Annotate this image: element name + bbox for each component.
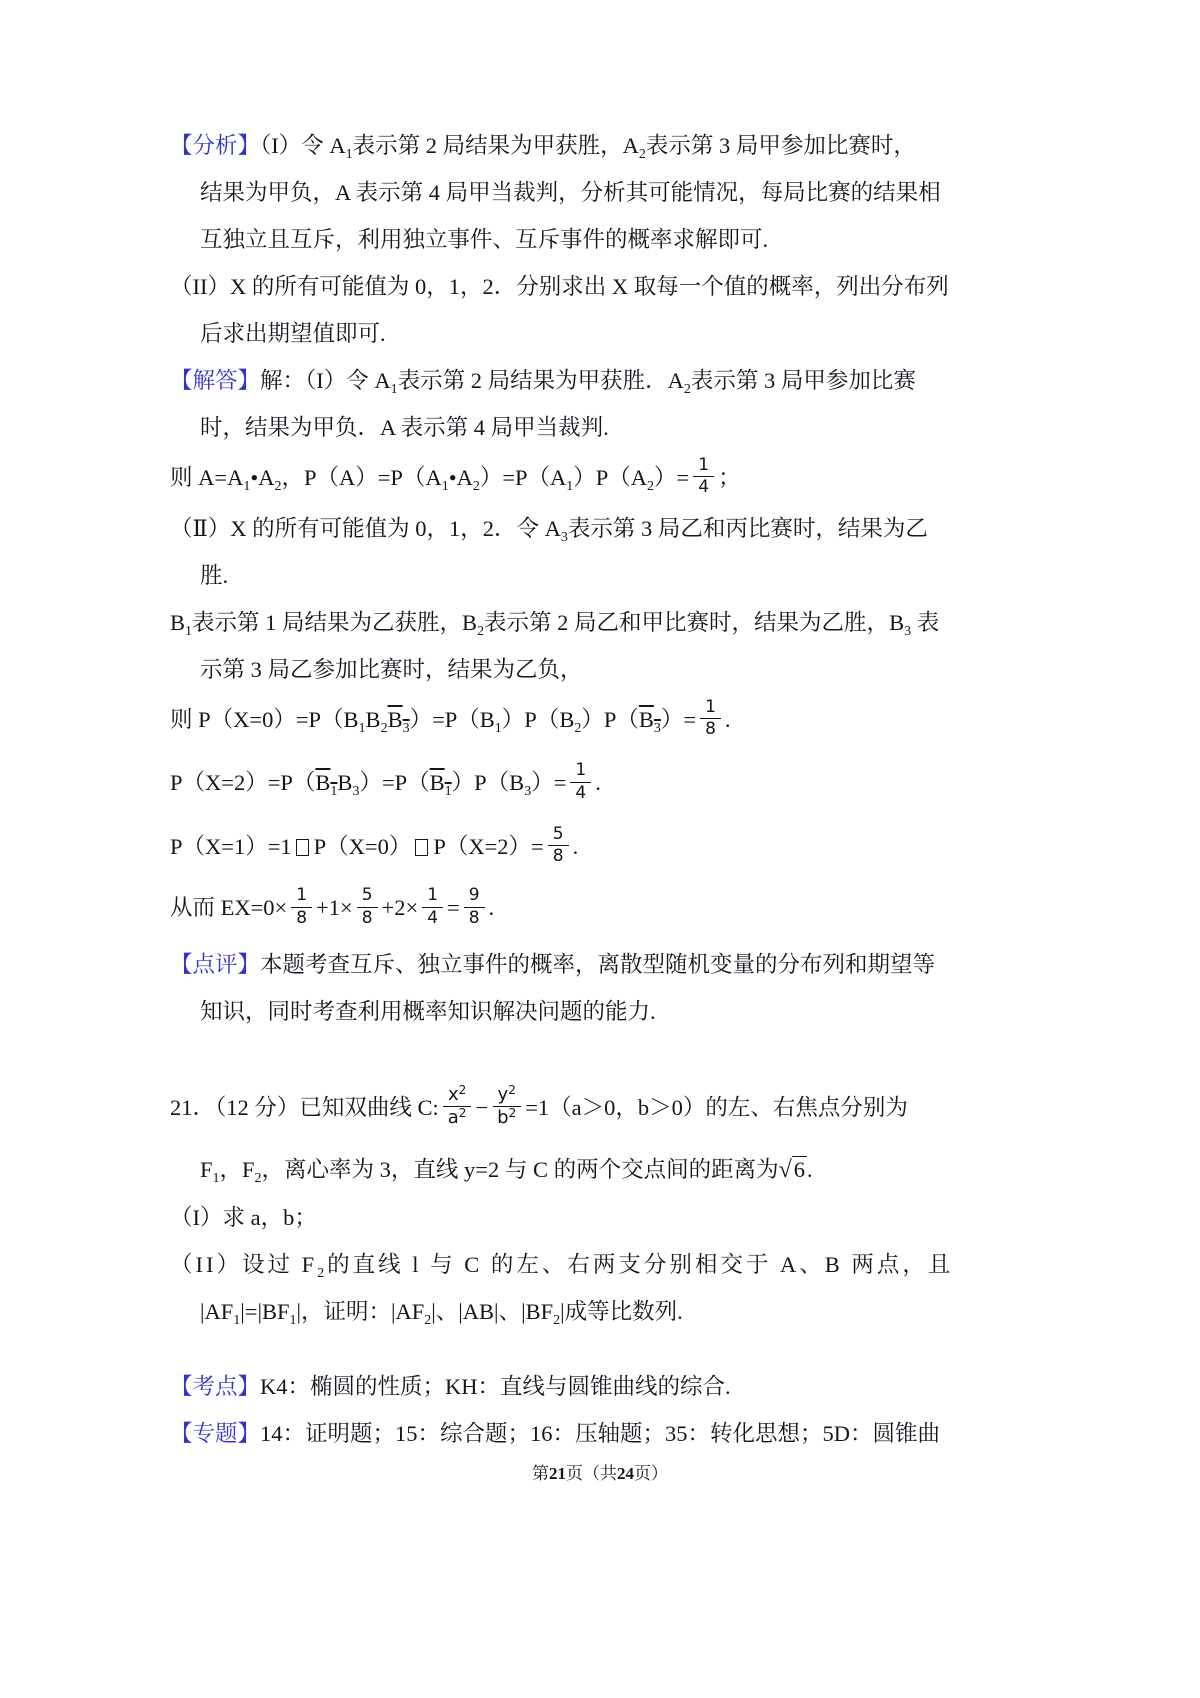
line-solution-5 xyxy=(170,599,1080,646)
text-run: ）P（ xyxy=(581,706,639,732)
overline-var xyxy=(315,770,338,800)
var-base: AF xyxy=(204,1298,234,1324)
math-var xyxy=(525,1298,561,1328)
text-run: . xyxy=(807,1156,813,1182)
line-formula-X1 xyxy=(170,820,1080,874)
var-subscript: 1 xyxy=(444,784,452,800)
var-subscript: 2 xyxy=(424,1312,432,1328)
line-problem21-2 xyxy=(200,1146,1080,1194)
math-var xyxy=(258,465,282,494)
text-run: ）P（ xyxy=(451,770,510,796)
math-var xyxy=(559,706,582,736)
text-run: （I）求 a，b； xyxy=(170,1204,317,1230)
fraction-denominator: 4 xyxy=(427,907,439,928)
var-subscript: 1 xyxy=(390,382,398,397)
fraction-denominator: 4 xyxy=(698,477,710,498)
fraction xyxy=(443,1084,472,1130)
text-run: . xyxy=(572,833,579,859)
text-run: 结果为甲负，A 表示第 4 局甲当裁判，分析其可能情况，每局比赛的结果相 xyxy=(200,180,941,205)
fraction-denominator xyxy=(492,1107,521,1130)
section-label-topics: 【专题】 xyxy=(170,1420,261,1446)
page-footer xyxy=(0,1460,1200,1488)
text-run: P（X=1）=1 xyxy=(170,833,292,859)
text-run: 知识，同时考查利用概率知识解决问题的能力. xyxy=(200,998,656,1024)
var-subscript: 2 xyxy=(574,720,582,736)
text-run: 21 xyxy=(549,1464,566,1483)
var-base: B xyxy=(315,770,331,796)
var-subscript: 2 xyxy=(553,1312,561,1328)
text-run: ，离心率为 3，直线 y=2 与 C 的两个交点间的距离为 xyxy=(261,1156,779,1182)
math-var xyxy=(337,770,360,800)
math-var xyxy=(170,609,193,639)
fraction xyxy=(548,824,569,868)
text-run: 表示第 3 局乙和丙比赛时，结果为乙 xyxy=(567,515,928,541)
var-base: B xyxy=(479,706,495,732)
text-run: ； xyxy=(718,465,741,490)
text-run: 示第 3 局乙参加比赛时，结果为乙负， xyxy=(200,656,583,682)
text-run: ， xyxy=(219,1156,243,1182)
var-base: A xyxy=(544,515,561,541)
var-base: b xyxy=(497,1107,509,1129)
fraction xyxy=(570,760,591,804)
fraction xyxy=(464,885,485,929)
line-comment-1 xyxy=(170,941,1080,988)
line-comment-2 xyxy=(200,988,1080,1035)
section-label-analysis: 【分析】 xyxy=(170,133,261,158)
var-base: F xyxy=(301,1251,318,1277)
text-run: 表 xyxy=(911,609,940,635)
text-run: 表示第 2 局乙和甲比赛时，结果为乙胜， xyxy=(484,609,890,635)
text-run: 则 P（X=0）=P（ xyxy=(170,706,344,732)
var-exponent: 2 xyxy=(508,1106,517,1121)
section-label-solution: 【解答】 xyxy=(170,368,261,393)
text-run: 互独立且互斥，利用独立事件、互斥事件的概率求解即可. xyxy=(200,227,769,252)
var-subscript: 1 xyxy=(233,1312,241,1328)
var-subscript: 2 xyxy=(274,479,282,494)
sqrt-radical xyxy=(779,1157,807,1182)
var-subscript: 3 xyxy=(402,720,410,736)
math-var xyxy=(544,515,568,545)
var-base: B xyxy=(559,706,575,732)
text-run: |成等比数列. xyxy=(560,1298,683,1324)
overline-var xyxy=(638,706,661,736)
var-subscript: 3 xyxy=(524,784,532,800)
line-formula-X0 xyxy=(170,693,1080,747)
var-subscript: 1 xyxy=(345,147,353,162)
text-run: 页（共 xyxy=(566,1464,617,1483)
var-subscript: 1 xyxy=(358,720,366,736)
text-run: 的直线 l 与 C 的左、右两支分别相交于 A、B 两点，且 xyxy=(327,1251,954,1277)
math-var xyxy=(227,465,251,494)
var-base: A xyxy=(374,368,391,393)
text-run: . xyxy=(595,770,601,796)
var-subscript: 2 xyxy=(254,1170,262,1186)
math-var xyxy=(261,1298,297,1328)
text-run: +1× xyxy=(316,895,353,921)
math-var xyxy=(630,465,655,494)
text-run: P（X=2）=P（ xyxy=(170,770,316,796)
text-run: |，证明：| xyxy=(296,1298,396,1324)
fraction xyxy=(700,697,721,741)
var-base: B xyxy=(337,770,353,796)
math-var xyxy=(301,1251,328,1281)
fraction-numerator: 5 xyxy=(357,885,378,907)
fraction-denominator: 8 xyxy=(361,907,373,928)
line-analysis-3 xyxy=(200,216,1080,263)
fraction xyxy=(422,885,443,929)
section-label-comment: 【点评】 xyxy=(170,951,261,977)
text-run: 14：证明题；15：综合题；16：压轴题；35：转化思想；5D：圆锥曲 xyxy=(260,1420,941,1446)
math-var xyxy=(365,706,388,736)
var-base: A xyxy=(630,465,648,490)
text-run: 解：（I）令 xyxy=(260,368,375,393)
fraction-denominator: 8 xyxy=(705,718,716,739)
fraction-numerator: 5 xyxy=(548,824,569,846)
text-run: 页） xyxy=(634,1464,668,1483)
fraction-numerator: 9 xyxy=(464,885,485,907)
missing-glyph-box xyxy=(415,839,428,856)
line-problem21-3 xyxy=(170,1194,1080,1241)
var-base: B xyxy=(170,609,186,635)
var-base: B xyxy=(429,770,445,796)
text-run: . xyxy=(724,706,731,732)
text-run: P（X=2）= xyxy=(433,833,544,859)
text-run: 24 xyxy=(617,1464,634,1483)
var-subscript: 2 xyxy=(472,479,480,494)
math-var xyxy=(889,609,912,639)
text-run: ）=P（ xyxy=(479,465,551,490)
fraction-numerator: 1 xyxy=(422,885,443,907)
var-base: x xyxy=(447,1083,459,1105)
fraction-denominator xyxy=(443,1107,472,1130)
text-run: ）P（ xyxy=(573,465,631,490)
text-run: − xyxy=(475,1094,489,1120)
var-base: F xyxy=(200,1156,213,1182)
fraction-denominator: 4 xyxy=(575,782,587,803)
line-analysis-4 xyxy=(170,263,1080,310)
math-var xyxy=(242,1156,262,1186)
text-run: • xyxy=(448,465,457,490)
var-subscript: 2 xyxy=(477,623,485,639)
var-base: A xyxy=(550,465,567,490)
math-var xyxy=(667,368,691,397)
var-base: B xyxy=(343,706,359,732)
line-analysis-1 xyxy=(170,122,1080,169)
var-subscript: 3 xyxy=(352,784,360,800)
var-subscript: 1 xyxy=(212,1170,220,1186)
var-base: F xyxy=(242,1156,255,1182)
text-run: ）=P（ xyxy=(359,770,430,796)
line-analysis-2 xyxy=(200,169,1080,216)
fraction-numerator: 1 xyxy=(693,455,714,477)
text-run: =1（a＞0，b＞0）的左、右焦点分别为 xyxy=(525,1094,908,1120)
math-var xyxy=(204,1298,241,1328)
var-base: B xyxy=(365,706,381,732)
var-base: B xyxy=(509,770,525,796)
fraction-denominator: 8 xyxy=(296,907,308,928)
text-run: P（X=0） xyxy=(313,833,412,859)
text-run: （II）X 的所有可能值为 0，1，2．分别求出 X 取每一个值的概率，列出分布列 xyxy=(170,274,949,299)
math-var xyxy=(425,465,449,494)
line-problem21-5 xyxy=(200,1288,1080,1335)
var-exponent: 2 xyxy=(458,1106,467,1121)
text-run: 表示第 3 局甲参加比赛 xyxy=(690,368,916,393)
var-base: B xyxy=(889,609,905,635)
fraction-denominator: 8 xyxy=(468,907,480,928)
text-run: | xyxy=(200,1298,205,1324)
text-run: ，P（A）=P（ xyxy=(281,465,426,490)
text-run: 表示第 1 局结果为乙获胜， xyxy=(192,609,463,635)
fraction-numerator: 1 xyxy=(291,885,312,907)
section-label-keypoints: 【考点】 xyxy=(170,1373,261,1399)
line-solution-6 xyxy=(200,646,1080,693)
text-run: . xyxy=(488,895,495,921)
sqrt-radicand: 6 xyxy=(793,1156,806,1182)
var-base: B xyxy=(638,706,654,732)
var-subscript: 2 xyxy=(317,1265,328,1281)
line-keypoints xyxy=(170,1363,1080,1410)
var-base: A xyxy=(425,465,442,490)
line-solution-4 xyxy=(200,552,1080,599)
text-run: = xyxy=(447,895,460,921)
var-subscript: 1 xyxy=(330,784,338,800)
text-run: • xyxy=(250,465,259,490)
fraction-numerator: 1 xyxy=(700,697,721,719)
var-subscript: 2 xyxy=(647,479,655,494)
text-run: ）= xyxy=(654,465,690,490)
line-problem21-4 xyxy=(170,1241,1080,1288)
math-var xyxy=(343,706,366,736)
math-var xyxy=(462,609,485,639)
var-base: a xyxy=(447,1107,459,1129)
var-base: B xyxy=(387,706,403,732)
var-subscript: 3 xyxy=(560,529,568,545)
var-subscript: 2 xyxy=(638,147,646,162)
text-run: 第 xyxy=(532,1464,549,1483)
text-run: 则 A= xyxy=(170,465,228,490)
fraction-denominator: 8 xyxy=(552,846,564,867)
text-run: 胜. xyxy=(200,562,229,588)
var-subscript: 1 xyxy=(243,479,251,494)
fraction-numerator xyxy=(493,1084,521,1108)
var-subscript: 3 xyxy=(904,623,912,639)
text-run: |=| xyxy=(240,1298,262,1324)
math-var xyxy=(395,1298,432,1328)
text-run: 表示第 2 局结果为甲获胜． xyxy=(397,368,668,393)
var-subscript: 1 xyxy=(289,1312,297,1328)
text-run: |、|AB|、| xyxy=(431,1298,526,1324)
math-var xyxy=(200,1156,220,1186)
line-solution-1 xyxy=(170,357,1080,404)
line-solution-3 xyxy=(170,505,1080,552)
var-subscript: 2 xyxy=(683,382,691,397)
line-topics xyxy=(170,1410,1080,1457)
text-run: ）= xyxy=(660,706,697,732)
fraction-numerator xyxy=(443,1084,471,1108)
overline-var xyxy=(429,770,452,800)
var-base: A xyxy=(227,465,244,490)
line-formula-A xyxy=(170,451,1080,505)
fraction xyxy=(291,885,312,929)
text-run: 后求出期望值即可. xyxy=(200,321,386,346)
math-var xyxy=(550,465,574,494)
text-run: （II）设过 xyxy=(170,1251,302,1277)
fraction xyxy=(357,885,378,929)
text-run: ）=P（ xyxy=(409,706,480,732)
text-run: K4：椭圆的性质；KH：直线与圆锥曲线的综合. xyxy=(260,1373,731,1399)
text-run: 21．（12 分）已知双曲线 C: xyxy=(170,1094,439,1120)
var-subscript: 2 xyxy=(380,720,388,736)
line-problem21-1 xyxy=(170,1081,1080,1136)
var-base: A xyxy=(667,368,684,393)
var-subscript: 3 xyxy=(653,720,661,736)
var-subscript: 1 xyxy=(185,623,193,639)
text-run: 从而 EX=0× xyxy=(170,895,288,921)
math-var xyxy=(374,368,398,397)
fraction xyxy=(492,1084,521,1130)
var-base: A xyxy=(329,133,346,158)
var-base: B xyxy=(462,609,478,635)
math-var xyxy=(479,706,502,736)
math-var xyxy=(456,465,480,494)
line-formula-EX xyxy=(170,881,1080,935)
text-run: 时，结果为甲负．A 表示第 4 局甲当裁判. xyxy=(200,415,609,440)
var-subscript: 1 xyxy=(566,479,574,494)
var-base: AF xyxy=(395,1298,425,1324)
text-run: +2× xyxy=(381,895,419,921)
text-run: （Ⅱ）X 的所有可能值为 0，1，2．令 xyxy=(170,515,545,541)
var-base: A xyxy=(622,133,639,158)
text-run: 本题考查互斥、独立事件的概率，离散型随机变量的分布列和期望等 xyxy=(260,951,936,977)
fraction xyxy=(693,455,714,499)
var-subscript: 1 xyxy=(494,720,502,736)
var-base: BF xyxy=(525,1298,554,1324)
math-var xyxy=(509,770,532,800)
text-run: ）= xyxy=(531,770,567,796)
missing-glyph-box xyxy=(296,839,309,856)
math-var xyxy=(622,133,646,162)
math-var xyxy=(329,133,353,162)
var-subscript: 1 xyxy=(441,479,449,494)
var-base: A xyxy=(456,465,473,490)
line-formula-X2 xyxy=(170,756,1080,810)
text-run: ）P（ xyxy=(501,706,560,732)
var-exponent: 2 xyxy=(508,1082,516,1097)
sqrt-sign: √ xyxy=(778,1156,792,1183)
var-base: y xyxy=(497,1083,509,1105)
text-run: 表示第 3 局甲参加比赛时， xyxy=(645,133,916,158)
var-base: BF xyxy=(261,1298,290,1324)
var-base: A xyxy=(258,465,275,490)
line-analysis-5 xyxy=(200,310,1080,357)
var-exponent: 2 xyxy=(458,1082,467,1097)
text-run: （I）令 xyxy=(260,133,330,158)
text-run: 表示第 2 局结果为甲获胜， xyxy=(352,133,623,158)
fraction-numerator: 1 xyxy=(570,760,591,782)
line-solution-2 xyxy=(200,404,1080,451)
overline-var xyxy=(387,706,410,736)
